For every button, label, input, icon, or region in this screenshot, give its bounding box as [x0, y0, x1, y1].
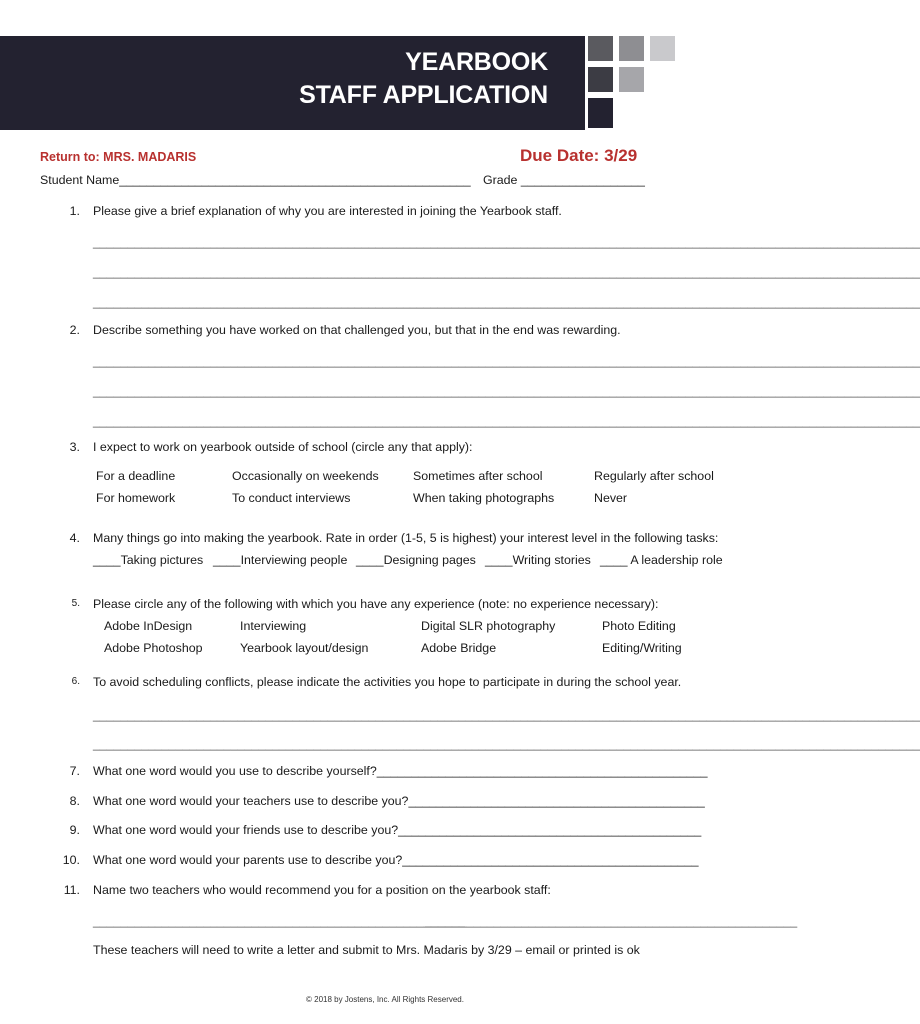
q3-option[interactable]: Occasionally on weekends: [232, 469, 379, 483]
q5-text: Please circle any of the following with which you have any experience (note: no experience necessary):: [93, 597, 659, 611]
decor-square: [588, 36, 613, 61]
q6-text: To avoid scheduling conflicts, please indicate the activities you hope to participate in during the school year.: [93, 675, 682, 689]
decor-square: [588, 67, 613, 92]
decor-square: [588, 98, 613, 128]
q1-answer-line[interactable]: ________________________________________________________________________________________________________________________: [93, 235, 920, 249]
q5-option[interactable]: Yearbook layout/design: [240, 641, 369, 655]
q6-answer-line[interactable]: ________________________________________________________________________________________________________________________: [93, 708, 920, 722]
q6-number: 6.: [71, 676, 80, 687]
teacher-1-line[interactable]: ______________________________________________________: [93, 914, 466, 928]
q4-task[interactable]: ____Interviewing people: [213, 553, 348, 567]
q3-option[interactable]: When taking photographs: [413, 491, 555, 505]
decor-square: [619, 36, 644, 61]
q2-answer-line[interactable]: ________________________________________________________________________________________________________________________: [93, 384, 920, 398]
q3-option[interactable]: Sometimes after school: [413, 469, 543, 483]
q5-option[interactable]: Editing/Writing: [602, 641, 682, 655]
q10-number: 10.: [62, 853, 80, 867]
return-to: Return to: MRS. MADARIS: [40, 150, 197, 164]
footer-copyright: © 2018 by Jostens, Inc. All Rights Reserved.: [306, 995, 464, 1004]
q4-number: 4.: [69, 531, 80, 545]
q4-task[interactable]: ____Taking pictures: [93, 553, 204, 567]
q3-text: I expect to work on yearbook outside of school (circle any that apply):: [93, 440, 473, 454]
q3-option[interactable]: To conduct interviews: [232, 491, 351, 505]
q5-option[interactable]: Digital SLR photography: [421, 619, 556, 633]
q4-task[interactable]: ____Writing stories: [485, 553, 591, 567]
teacher-note: These teachers will need to write a letter and submit to Mrs. Madaris by 3/29 – email or printed is ok: [93, 943, 640, 957]
q8-text[interactable]: What one word would your teachers use to describe you?___________________________________________: [93, 794, 705, 808]
teacher-2-line[interactable]: ______________________________________________________: [425, 914, 798, 928]
q4-task[interactable]: ____Designing pages: [356, 553, 476, 567]
q9-number: 9.: [69, 823, 80, 837]
title-line-2: STAFF APPLICATION: [299, 81, 548, 109]
q7-number: 7.: [69, 764, 80, 778]
q5-option[interactable]: Interviewing: [240, 619, 307, 633]
q8-number: 8.: [69, 794, 80, 808]
due-date: Due Date: 3/29: [520, 146, 638, 165]
q5-option[interactable]: Adobe InDesign: [104, 619, 193, 633]
q3-option[interactable]: Never: [594, 491, 628, 505]
q4-text: Many things go into making the yearbook. Rate in order (1-5, 5 is highest) your interest level in the following tasks:: [93, 531, 719, 545]
q1-number: 1.: [69, 204, 80, 218]
q5-option[interactable]: Adobe Photoshop: [104, 641, 203, 655]
q2-answer-line[interactable]: ________________________________________________________________________________________________________________________: [93, 414, 920, 428]
q1-text: Please give a brief explanation of why you are interested in joining the Yearbook staff.: [93, 204, 562, 218]
q2-number: 2.: [69, 323, 80, 337]
decor-square: [619, 67, 644, 92]
q3-option[interactable]: For a deadline: [96, 469, 176, 483]
q11-number: 11.: [63, 883, 80, 897]
q10-text[interactable]: What one word would your parents use to describe you?___________________________________________: [93, 853, 699, 867]
decor-square: [650, 36, 675, 61]
q3-option[interactable]: For homework: [96, 491, 176, 505]
q5-option[interactable]: Photo Editing: [602, 619, 676, 633]
q5-option[interactable]: Adobe Bridge: [421, 641, 497, 655]
student-name-field[interactable]: Student Name___________________________________________________: [40, 173, 471, 187]
q3-option[interactable]: Regularly after school: [594, 469, 714, 483]
q4-task[interactable]: ____ A leadership role: [600, 553, 723, 567]
q9-text[interactable]: What one word would your friends use to describe you?____________________________________________: [93, 823, 702, 837]
q3-number: 3.: [69, 440, 80, 454]
q7-text[interactable]: What one word would you use to describe yourself?________________________________________________: [93, 764, 708, 778]
grade-field[interactable]: Grade __________________: [483, 173, 645, 187]
q5-number: 5.: [71, 598, 80, 609]
q11-text: Name two teachers who would recommend you for a position on the yearbook staff:: [93, 883, 551, 897]
q2-answer-line[interactable]: ________________________________________________________________________________________________________________________: [93, 354, 920, 368]
q1-answer-line[interactable]: ________________________________________________________________________________________________________________________: [93, 295, 920, 309]
q2-text: Describe something you have worked on that challenged you, but that in the end was rewarding.: [93, 323, 621, 337]
q6-answer-line[interactable]: ________________________________________________________________________________________________________________________: [93, 737, 920, 751]
title-line-1: YEARBOOK: [405, 48, 548, 76]
q1-answer-line[interactable]: ________________________________________________________________________________________________________________________: [93, 265, 920, 279]
